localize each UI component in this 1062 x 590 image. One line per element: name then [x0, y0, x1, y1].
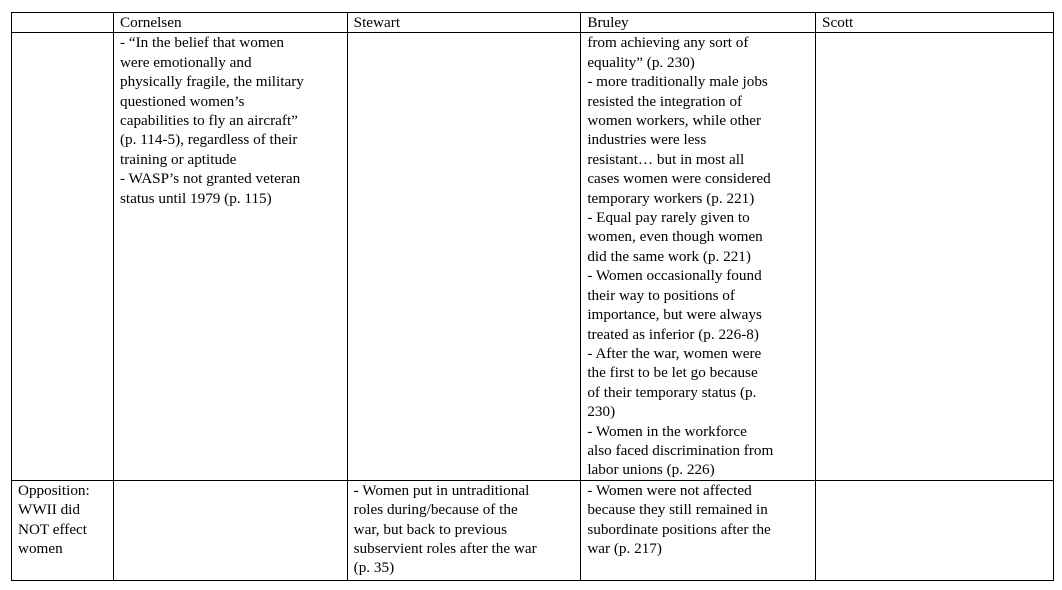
cell-text-line: - Equal pay rarely given to	[587, 209, 750, 227]
bruley-cell	[581, 480, 816, 580]
row-label-cell	[12, 33, 114, 480]
cell-text-line: - more traditionally male jobs	[587, 73, 768, 91]
cell-text-line: of their temporary status (p.	[587, 383, 757, 401]
scott-cell	[816, 33, 1054, 480]
cell-text-line: their way to positions of	[587, 286, 735, 304]
cell-text-line: subservient roles after the war	[353, 539, 537, 557]
cell-text-line: also faced discrimination from	[587, 441, 774, 459]
cell-text-line: resistant… but in most all	[587, 150, 745, 168]
cell-text-line: - WASP’s not granted veteran	[119, 170, 301, 188]
cell-text-line: because they still remained in	[587, 501, 768, 519]
cell-text-line: did the same work (p. 221)	[587, 247, 751, 265]
cell-text-line: roles during/because of the	[353, 501, 518, 519]
cell-text-line: equality” (p. 230)	[587, 53, 695, 71]
cell-text-line: - After the war, women were	[587, 344, 762, 362]
cell-text-line: - Women occasionally found	[587, 267, 762, 285]
cell-text-line: NOT effect	[18, 520, 88, 538]
cornelsen-cell	[113, 480, 347, 580]
cell-text-line: (p. 35)	[353, 559, 395, 577]
cell-text-line: 230)	[587, 403, 616, 421]
cell-text-line: the first to be let go because	[587, 364, 758, 382]
stewart-cell	[347, 480, 581, 580]
cell-text-line: WWII did	[18, 501, 80, 519]
cell-text-line: - Women put in untraditional	[353, 481, 530, 499]
cell-text-line: war (p. 217)	[587, 539, 662, 557]
header-row	[12, 13, 1054, 33]
cell-text-line: were emotionally and	[119, 53, 252, 71]
header-cell-blank	[12, 13, 114, 33]
cell-text-line: - “In the belief that women	[119, 34, 285, 52]
header-cell-scott: Scott	[816, 13, 1054, 33]
cell-text-line: - Women in the workforce	[587, 422, 747, 440]
table-row	[12, 480, 1054, 580]
cell-text-line: Opposition:	[18, 481, 90, 499]
cell-text-line: cases women were considered	[587, 170, 771, 188]
cornelsen-cell	[113, 33, 347, 480]
cell-text-line: physically fragile, the military	[119, 73, 304, 91]
cell-text-line: industries were less	[587, 131, 707, 149]
cell-text-line: temporary workers (p. 221)	[587, 189, 755, 207]
cell-text-line: women	[18, 539, 63, 557]
bruley-cell	[581, 33, 816, 480]
cell-text-line: - Women were not affected	[587, 481, 752, 499]
header-cell-cornelsen: Cornelsen	[113, 13, 347, 33]
cell-text-line: treated as inferior (p. 226-8)	[587, 325, 759, 343]
cell-text-line: labor unions (p. 226)	[587, 461, 715, 479]
cell-text-line: resisted the integration of	[587, 92, 743, 110]
comparison-table	[11, 12, 1054, 581]
cell-text-line: training or aptitude	[119, 150, 237, 168]
cell-text-line: questioned women’s	[119, 92, 245, 110]
cell-text-line: capabilities to fly an aircraft”	[119, 112, 298, 130]
stewart-cell	[347, 33, 581, 480]
cell-text-line: importance, but were always	[587, 306, 762, 324]
row-label-cell	[12, 480, 114, 580]
cell-text-line: subordinate positions after the	[587, 520, 771, 538]
header-cell-bruley: Bruley	[581, 13, 816, 33]
cell-text-line: (p. 114-5), regardless of their	[119, 131, 298, 149]
cell-text-line: status until 1979 (p. 115)	[119, 189, 272, 207]
table-row	[12, 33, 1054, 480]
scott-cell	[816, 480, 1054, 580]
header-cell-stewart: Stewart	[347, 13, 581, 33]
cell-text-line: war, but back to previous	[353, 520, 507, 538]
cell-text-line: women, even though women	[587, 228, 763, 246]
cell-text-line: from achieving any sort of	[587, 34, 749, 52]
cell-text-line: women workers, while other	[587, 112, 762, 130]
